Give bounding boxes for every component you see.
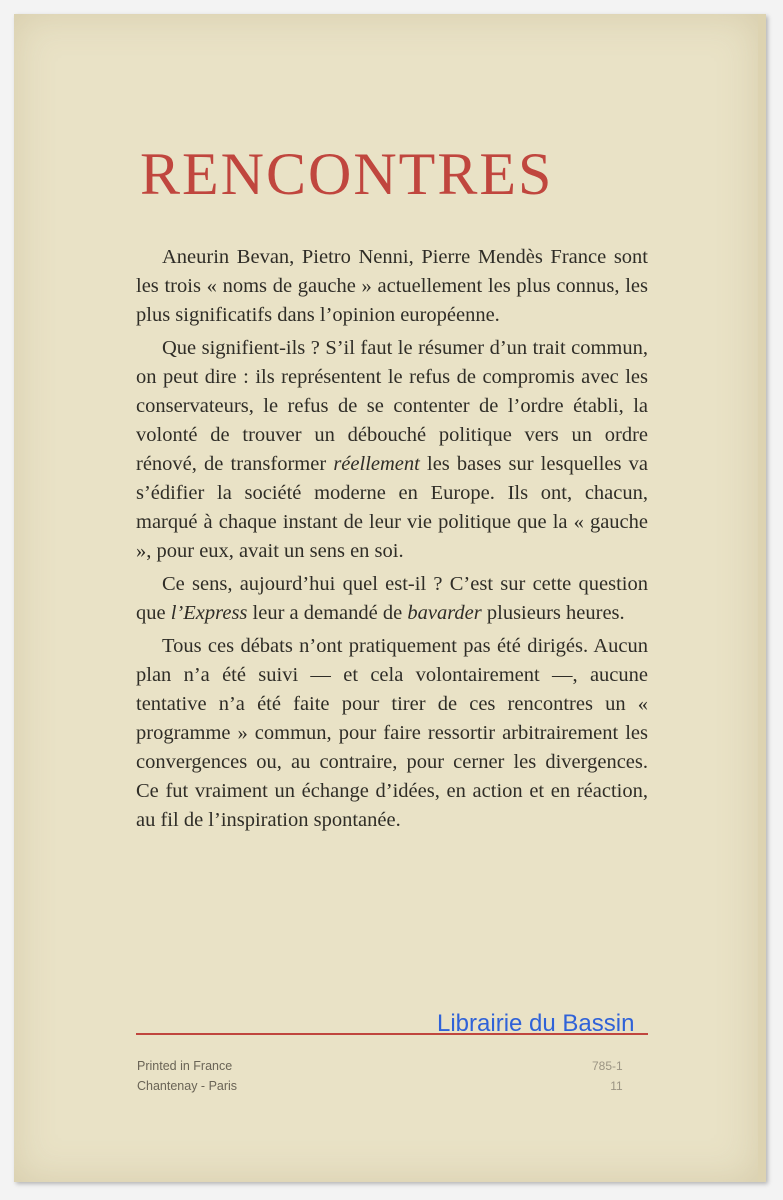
- paragraph-3-text-b: leur a demandé de: [247, 602, 408, 624]
- paragraph-4-text: Tous ces débats n’ont pratiquement pas été dirigés. Aucun plan n’a été suivi — et cela volontairement —, aucune tentative n’a été faite pour tirer de ces rencontres un « programme » commun, pour faire ressortir arbitrairement les convergences ou, au contraire, pour cerner les divergences. Ce fut vraiment un échange d’idées, en action et en réaction, au fil de l’inspiration spontanée.: [136, 635, 648, 831]
- paragraph-3-emphasis-1: l’Express: [170, 602, 248, 624]
- catalog-code-line-2: 11: [610, 1079, 623, 1093]
- paragraph-3: [136, 570, 648, 628]
- cover-title: RENCONTRES: [140, 141, 554, 207]
- blurb-text: [136, 243, 648, 839]
- paragraph-2-text-b: les bases sur lesquelles va s’édifier la société moderne en Europe. Ils ont, chacun, marqué à chaque instant de leur vie politique que la « gauche », pour eux, avait un sens en soi.: [136, 453, 649, 562]
- imprint-line-2: Chantenay - Paris: [137, 1079, 238, 1093]
- catalog-code-line-1: 785-1: [592, 1059, 623, 1073]
- paragraph-3-emphasis-2: bavarder: [407, 602, 482, 624]
- paragraph-1-text: Aneurin Bevan, Pietro Nenni, Pierre Mendès France sont les trois « noms de gauche » actuellement les plus connus, les plus significatifs dans l’opinion européenne.: [136, 246, 648, 326]
- paragraph-2-emphasis: réellement: [333, 453, 420, 475]
- paragraph-3-text-c: plusieurs heures.: [481, 602, 625, 624]
- catalog-code: [592, 1056, 623, 1096]
- imprint: [137, 1056, 237, 1096]
- paragraph-2-text-a: Que signifient-ils ? S’il faut le résumer d’un trait commun, on peut dire : ils représentent le refus de compromis avec les conservateurs, le refus de se contenter de l’ordre établi, la volonté de trouver un débouché politique vers un ordre rénové, de transformer: [136, 337, 648, 475]
- paragraph-4: [136, 632, 648, 835]
- paragraph-3-text-a: Ce sens, aujourd’hui quel est-il ? C’est sur cette question que: [136, 573, 648, 624]
- paragraph-2: [136, 334, 648, 566]
- imprint-line-1: Printed in France: [137, 1059, 233, 1073]
- seller-watermark: Librairie du Bassin: [437, 1010, 635, 1037]
- paragraph-1: [136, 243, 648, 330]
